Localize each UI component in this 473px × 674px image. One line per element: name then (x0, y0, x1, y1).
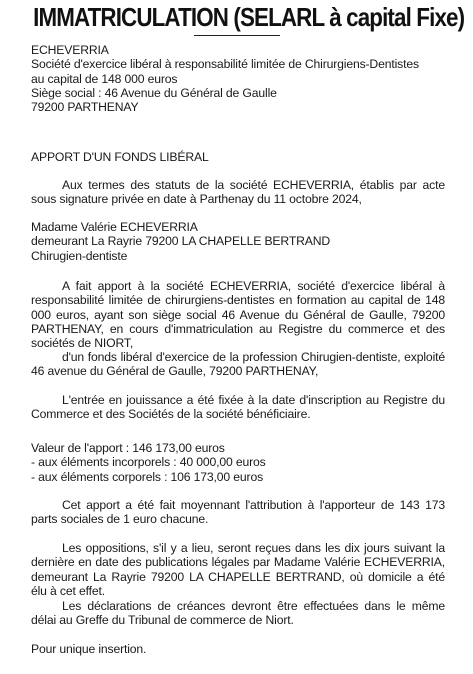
title-underline (194, 35, 280, 36)
company-address: Siège social : 46 Avenue du Général de Gaulle (31, 85, 277, 100)
paragraph-fund: d'un fonds libéral d'exercice de la profession Chirugien-dentiste, exploité 46 avenue du Général de Gaulle, 79200 PARTHENAY, (31, 350, 445, 379)
contributor-name: Madame Valérie ECHEVERRIA (31, 220, 198, 234)
company-city: 79200 PARTHENAY (31, 100, 139, 115)
contributor-profession: Chirugien-dentiste (31, 248, 128, 263)
value-total: Valeur de l'apport : 146 173,00 euros (31, 441, 225, 455)
paragraph-statutes: Aux termes des statuts de la société ECHEVERRIA, établis par acte sous signature privée en date à Parthenay du 11 octobre 2024, (31, 178, 445, 207)
value-corporels: - aux éléments corporels : 106 173,00 euros (31, 469, 264, 484)
company-form: Société d'exercice libéral à responsabilité limitée de Chirurgiens-Dentistes (31, 57, 419, 72)
company-header (31, 43, 445, 114)
company-name: ECHEVERRIA (31, 43, 109, 57)
paragraph-oppositions: Les oppositions, s'il y a lieu, seront reçues dans les dix jours suivant la dernière en date des publications légales par Madame Valérie ECHEVERRIA, demeurant La Rayrie 79200 LA CHAPELLE BERTRAND, où domicile a été élu à cet effet. (31, 541, 445, 598)
paragraph-contribution: A fait apport à la société ECHEVERRIA, société d'exercice libéral à responsabilité limitée de chirurgiens-dentistes en formation au capital de 148 000 euros, ayant son siège social 46 Avenue du Général de Gaulle, 79200 PARTHENAY, en cours d'immatriculation au Registre du commerce et des sociétés de NIORT, (31, 279, 445, 351)
company-capital: au capital de 148 000 euros (31, 71, 178, 86)
paragraph-claims: Les déclarations de créances devront être effectuées dans le même délai au Greffe du Tribunal de commerce de Niort. (31, 599, 445, 628)
section-title: APPORT D'UN FONDS LIBÉRAL (31, 150, 209, 164)
notice-title: IMMATRICULATION (SELARL à capital Fixe) (33, 2, 465, 32)
values-block (31, 441, 445, 484)
paragraph-shares: Cet apport a été fait moyennant l'attribution à l'apporteur de 143 173 parts sociales de 1 euro chacune. (31, 498, 445, 527)
closing-line: Pour unique insertion. (31, 642, 147, 656)
contributor-block (31, 220, 445, 263)
value-incorporels: - aux éléments incorporels : 40 000,00 euros (31, 455, 266, 470)
paragraph-enjoyment: L'entrée en jouissance a été fixée à la date d'inscription au Registre du Commerce et des Sociétés de la société bénéficiaire. (31, 393, 445, 422)
contributor-address: demeurant La Rayrie 79200 LA CHAPELLE BERTRAND (31, 234, 331, 249)
